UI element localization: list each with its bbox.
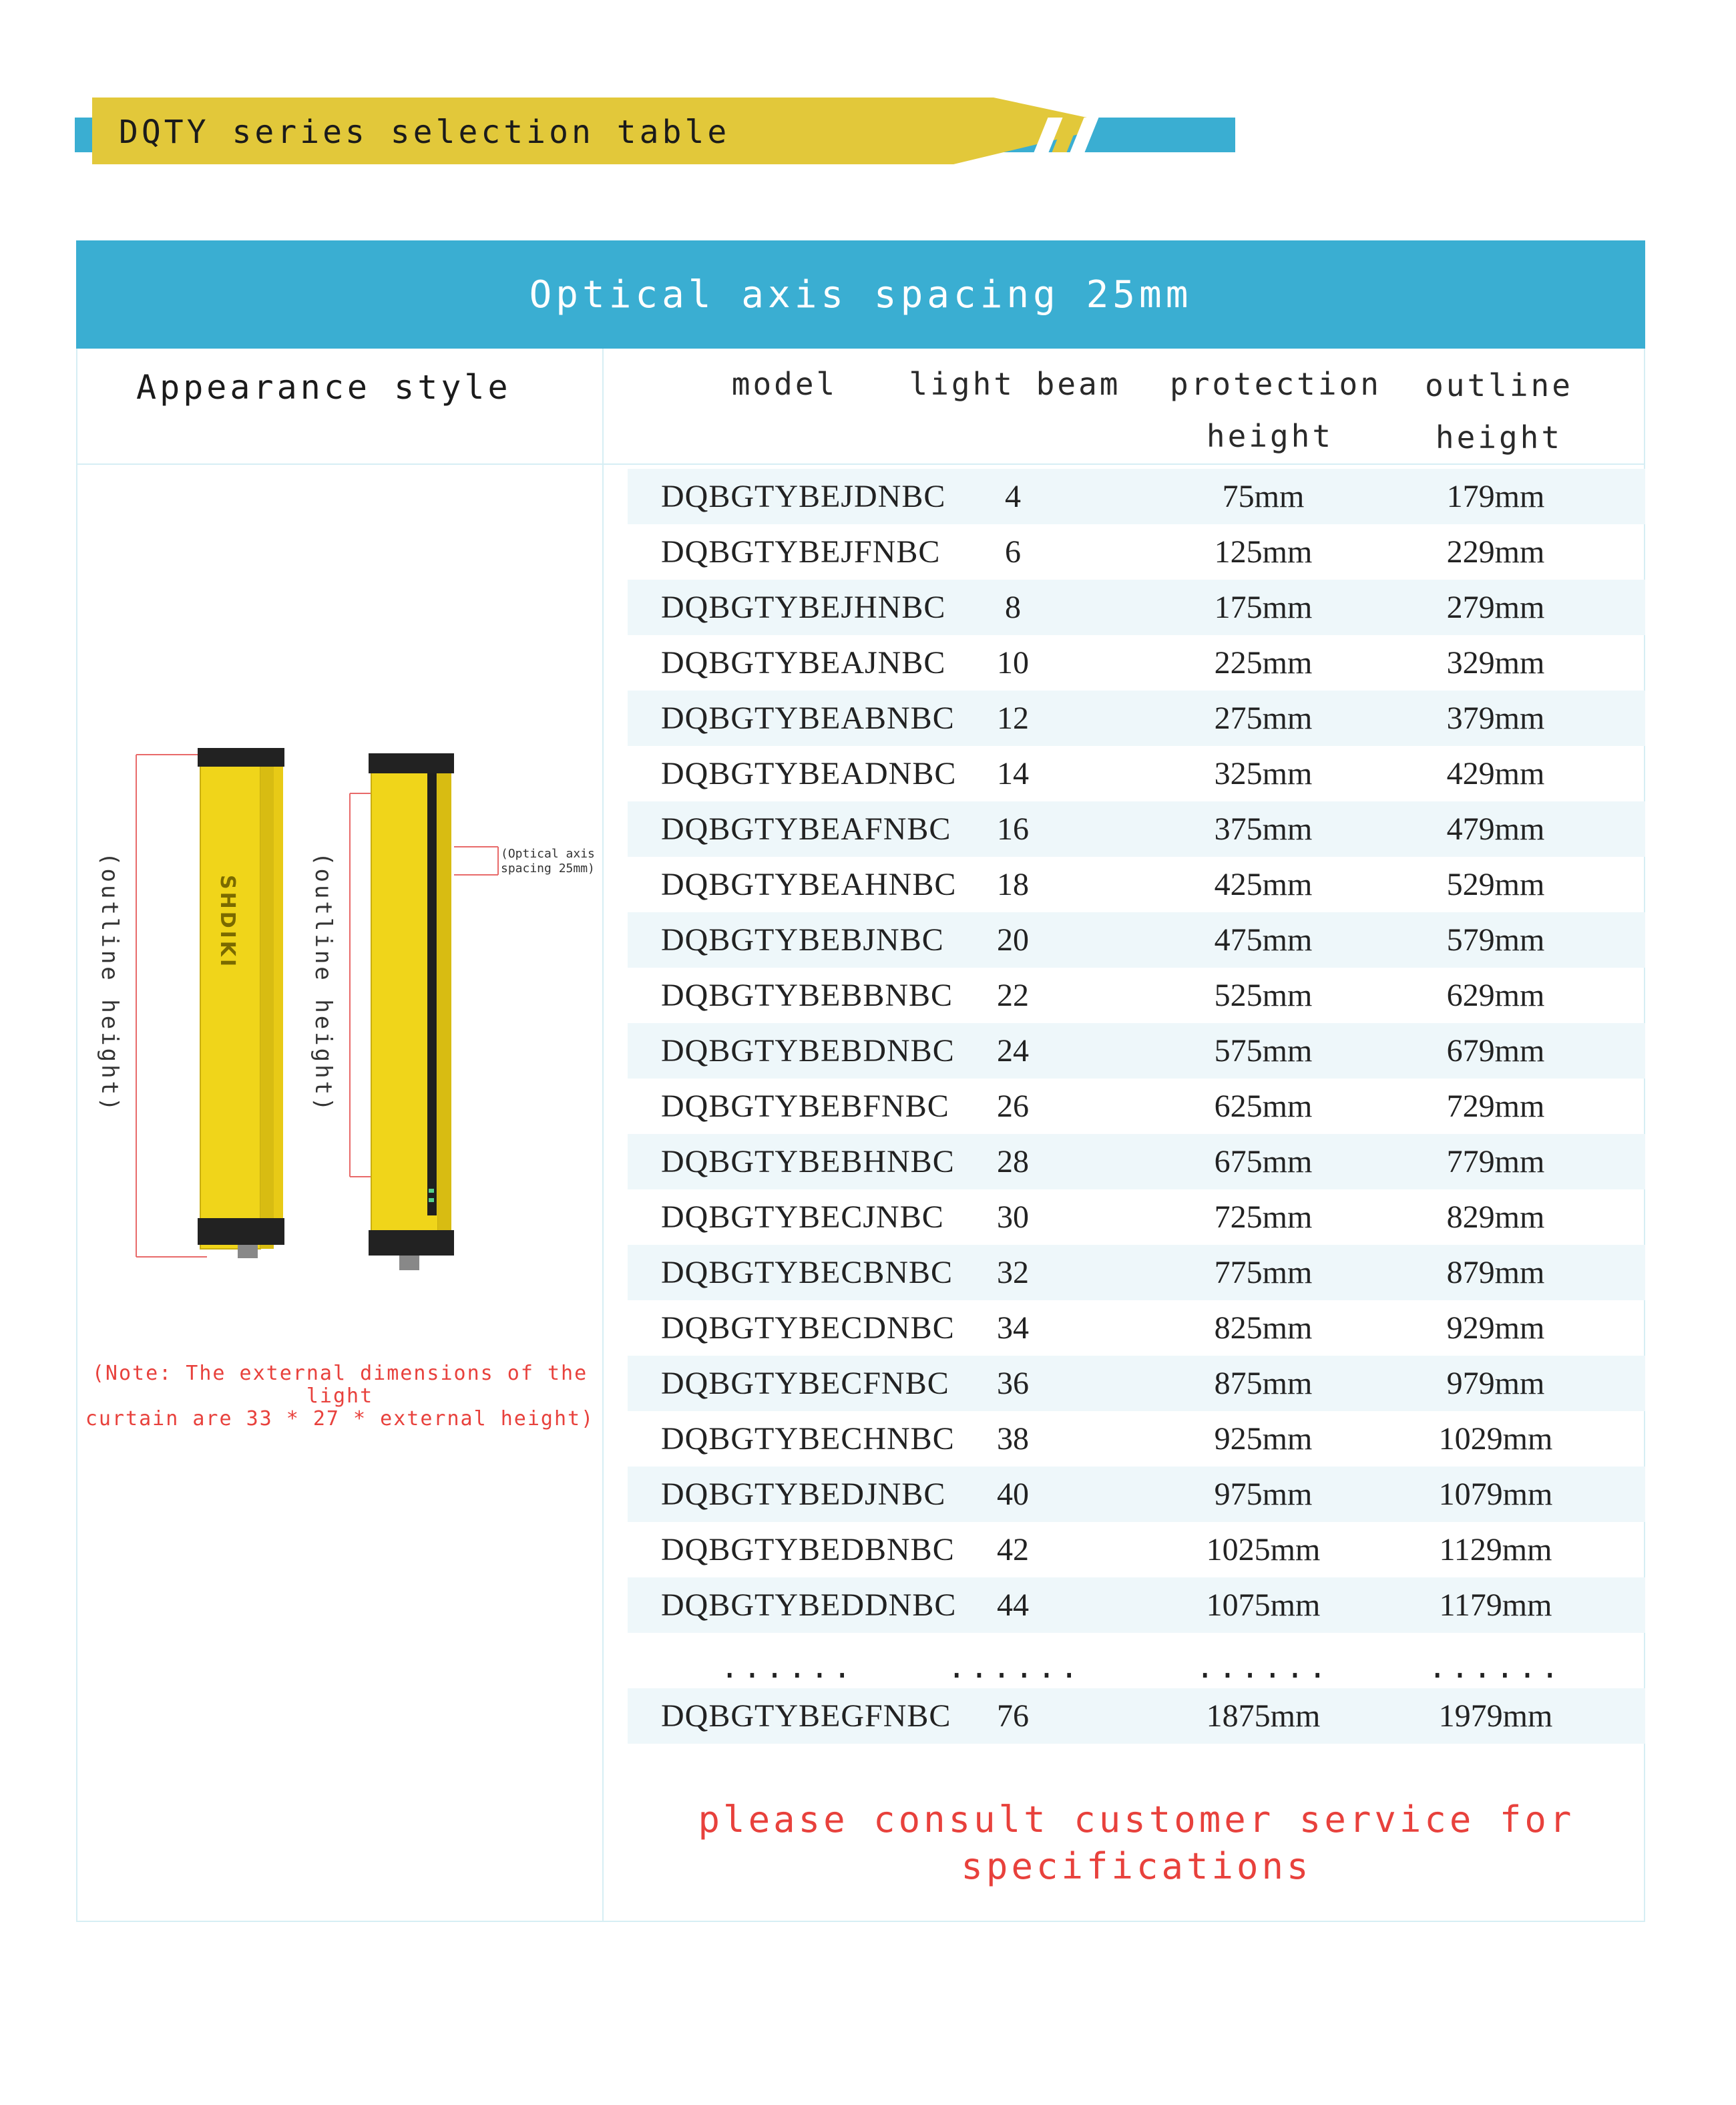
model-cell: DQBGTYBECHNBC: [661, 1421, 955, 1457]
model-cell: DQBGTYBEAFNBC: [661, 811, 951, 847]
table-row: [628, 801, 1645, 857]
model-cell: DQBGTYBEJHNBC: [661, 590, 946, 625]
ellipsis-cell: ......: [1195, 1649, 1331, 1685]
outline-cell: 329mm: [1446, 645, 1545, 681]
note-line2: curtain are 33 * 27 * external height): [85, 1407, 595, 1430]
protection-cell: 825mm: [1214, 1310, 1313, 1346]
note-line1: (Note: The external dimensions of the light: [91, 1362, 588, 1408]
beam-cell: 30: [997, 1199, 1029, 1235]
beam-cell: 32: [997, 1255, 1029, 1290]
model-cell: DQBGTYBEADNBC: [661, 756, 957, 791]
outline-cell: 779mm: [1446, 1144, 1545, 1179]
outline-cell: 1129mm: [1439, 1532, 1552, 1567]
model-cell: DQBGTYBECFNBC: [661, 1366, 949, 1401]
optical-axis-label: [501, 847, 595, 876]
ellipsis-cell: ......: [720, 1649, 856, 1685]
protection-cell: 625mm: [1214, 1089, 1313, 1124]
beam-cell: 22: [997, 978, 1029, 1013]
outline-cell: 929mm: [1446, 1310, 1545, 1346]
outline-cell: 179mm: [1446, 479, 1545, 514]
protection-cell: 125mm: [1214, 534, 1313, 570]
light-curtain-drawing: [80, 735, 601, 1296]
protection-cell: 425mm: [1214, 867, 1313, 902]
model-cell: DQBGTYBECDNBC: [661, 1310, 955, 1346]
column-divider: [602, 349, 604, 1922]
protection-cell: 725mm: [1214, 1199, 1313, 1235]
model-cell: DQBGTYBEBJNBC: [661, 922, 944, 958]
beam-cell: 36: [997, 1366, 1029, 1401]
header-divider: [76, 463, 1645, 465]
outline-cell: 1029mm: [1438, 1421, 1553, 1457]
appearance-style-header: Appearance style: [136, 368, 511, 407]
ellipsis-cell: ......: [1428, 1649, 1564, 1685]
table-row: [628, 1134, 1645, 1189]
model-cell: DQBGTYBEBDNBC: [661, 1033, 955, 1069]
beam-cell: 42: [997, 1532, 1029, 1567]
protection-cell: 275mm: [1214, 701, 1313, 736]
table-row: [628, 746, 1645, 801]
model-cell: DQBGTYBEBBNBC: [661, 978, 953, 1013]
model-cell: DQBGTYBEAJNBC: [661, 645, 946, 681]
beam-cell: 14: [997, 756, 1029, 791]
optical-axis-label-line2: spacing 25mm): [501, 862, 595, 876]
model-cell: DQBGTYBEABNBC: [661, 701, 955, 736]
outline-cell: 529mm: [1446, 867, 1545, 902]
outline-header-line1: outline: [1425, 367, 1573, 403]
outline-header-line2: height: [1435, 419, 1563, 455]
model-cell: DQBGTYBECBNBC: [661, 1255, 953, 1290]
beam-cell: 18: [997, 867, 1029, 902]
outline-cell: 679mm: [1446, 1033, 1545, 1069]
protection-cell: 175mm: [1214, 590, 1313, 625]
table-row: [628, 1467, 1645, 1522]
beam-cell: 34: [997, 1310, 1029, 1346]
beam-cell: 8: [1005, 590, 1021, 625]
protection-cell: 775mm: [1214, 1255, 1313, 1290]
table-row: [628, 1023, 1645, 1079]
protection-cell: 1075mm: [1206, 1587, 1321, 1623]
table-row: [628, 524, 1645, 580]
right-outline-height-label: (outline height): [310, 852, 337, 1114]
beam-cell: 20: [997, 922, 1029, 958]
table-row: [628, 635, 1645, 691]
table-row: [628, 1356, 1645, 1411]
protection-cell: 575mm: [1214, 1033, 1313, 1069]
protection-cell: 375mm: [1214, 811, 1313, 847]
banner-left-stub: [75, 118, 92, 152]
protection-cell: 975mm: [1214, 1477, 1313, 1512]
beam-cell: 4: [1005, 479, 1021, 514]
model-cell: DQBGTYBEDDNBC: [661, 1587, 957, 1623]
outline-cell: 979mm: [1446, 1366, 1545, 1401]
beam-cell: 12: [997, 701, 1029, 736]
beam-cell: 26: [997, 1089, 1029, 1124]
model-cell: DQBGTYBECJNBC: [661, 1199, 944, 1235]
protection-header-line2: height: [1206, 418, 1334, 454]
beam-cell: 28: [997, 1144, 1029, 1179]
model-cell: DQBGTYBEGFNBC: [661, 1698, 951, 1734]
protection-cell: 225mm: [1214, 645, 1313, 681]
beam-cell: 40: [997, 1477, 1029, 1512]
protection-cell: 875mm: [1214, 1366, 1313, 1401]
section-title: Optical axis spacing 25mm: [529, 273, 1192, 317]
table-row: [628, 1300, 1645, 1356]
table-row: [628, 1245, 1645, 1300]
beam-cell: 10: [997, 645, 1029, 681]
outline-cell: 879mm: [1446, 1255, 1545, 1290]
table-row: [628, 968, 1645, 1023]
header-banner: [75, 98, 1163, 168]
outline-cell: 579mm: [1446, 922, 1545, 958]
beam-cell: 44: [997, 1587, 1029, 1623]
protection-cell: 1875mm: [1206, 1698, 1321, 1734]
outline-cell: 429mm: [1446, 756, 1545, 791]
protection-cell: 1025mm: [1206, 1532, 1321, 1567]
outline-cell: 479mm: [1446, 811, 1545, 847]
beam-cell: 24: [997, 1033, 1029, 1069]
outline-cell: 829mm: [1446, 1199, 1545, 1235]
outline-cell: 729mm: [1446, 1089, 1545, 1124]
protection-cell: 325mm: [1214, 756, 1313, 791]
outline-cell: 279mm: [1446, 590, 1545, 625]
brand-logo: SHDIKI: [216, 875, 239, 970]
outline-cell: 229mm: [1446, 534, 1545, 570]
table-row: [628, 1411, 1645, 1467]
beam-cell: 16: [997, 811, 1029, 847]
ellipsis-row: [628, 1640, 1645, 1694]
protection-cell: 925mm: [1214, 1421, 1313, 1457]
table-row: [628, 1522, 1645, 1577]
model-cell: DQBGTYBEJDNBC: [661, 479, 946, 514]
section-header: [76, 240, 1645, 349]
model-cell: DQBGTYBEDJNBC: [661, 1477, 946, 1512]
page-title: DQTY series selection table: [119, 114, 730, 151]
beam-cell: 6: [1005, 534, 1021, 570]
table-row: [628, 912, 1645, 968]
outline-cell: 1079mm: [1438, 1477, 1553, 1512]
protection-header-line1: protection: [1170, 366, 1381, 402]
protection-cell: 75mm: [1222, 479, 1305, 514]
consult-notice: please consult customer service for specifications: [698, 1798, 1575, 1887]
table-row: [628, 469, 1645, 524]
beam-cell: 76: [997, 1698, 1029, 1734]
table-row: [628, 580, 1645, 635]
model-cell: DQBGTYBEBFNBC: [661, 1089, 949, 1124]
product-illustration: [80, 735, 601, 1296]
table-row: [628, 1079, 1645, 1134]
protection-height-header: [1170, 358, 1381, 462]
protection-cell: 675mm: [1214, 1144, 1313, 1179]
protection-cell: 525mm: [1214, 978, 1313, 1013]
outline-height-header: [1402, 359, 1596, 463]
model-cell: DQBGTYBEDBNBC: [661, 1532, 955, 1567]
table-row: [628, 857, 1645, 912]
outline-cell: 379mm: [1446, 701, 1545, 736]
model-cell: DQBGTYBEBHNBC: [661, 1144, 955, 1179]
table-row: [628, 1577, 1645, 1633]
model-header: model: [731, 366, 838, 402]
outline-cell: 1179mm: [1439, 1587, 1552, 1623]
model-cell: DQBGTYBEJFNBC: [661, 534, 941, 570]
outline-cell: 1979mm: [1438, 1698, 1553, 1734]
table-row-last: [628, 1688, 1645, 1744]
optical-axis-label-line1: (Optical axis: [501, 847, 595, 861]
ellipsis-cell: ......: [947, 1649, 1083, 1685]
beam-cell: 38: [997, 1421, 1029, 1457]
outline-cell: 629mm: [1446, 978, 1545, 1013]
left-outline-height-label: (outline height): [96, 852, 123, 1114]
table-row: [628, 691, 1645, 746]
table-row: [628, 1189, 1645, 1245]
protection-cell: 475mm: [1214, 922, 1313, 958]
light-beam-header: light beam: [909, 366, 1121, 402]
dimension-note: [76, 1362, 604, 1430]
model-cell: DQBGTYBEAHNBC: [661, 867, 957, 902]
table-body: [628, 469, 1645, 1633]
